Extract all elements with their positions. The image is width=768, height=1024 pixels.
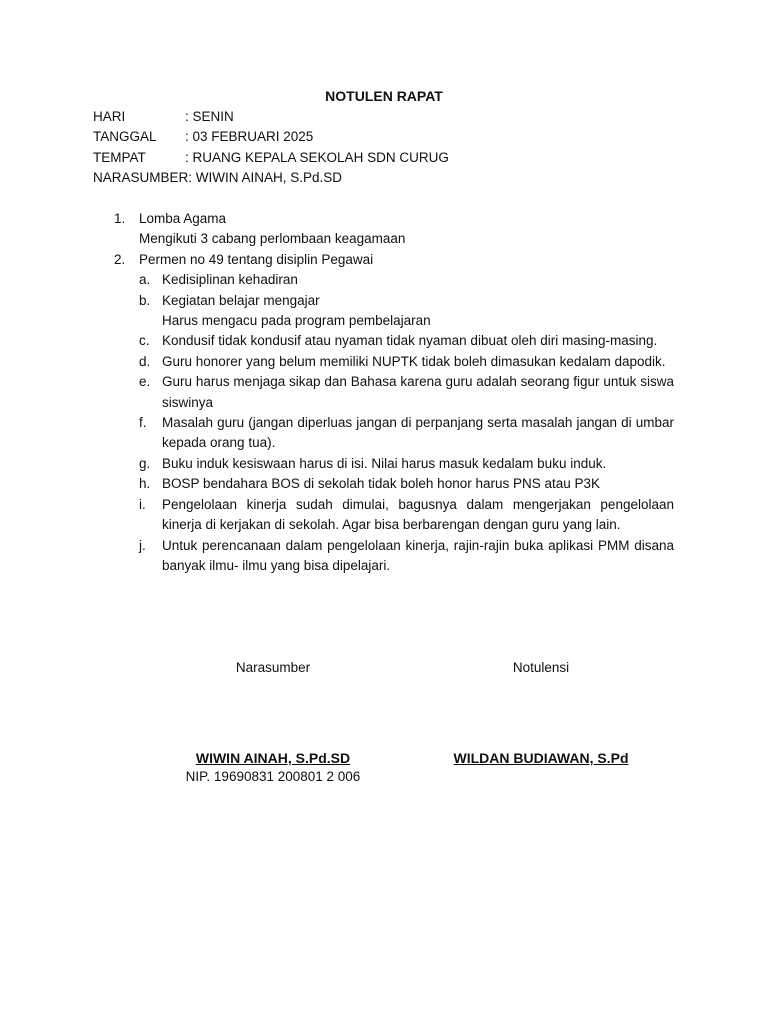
speaker-role-label: Narasumber xyxy=(235,660,311,675)
sub-text: Pengelolaan kinerja sudah dimulai, bagusnya dalam mengerjakan pengelolaan kinerja di kerjakan di sekolah. Agar bisa berbarengan dengan guru yang lain. xyxy=(162,496,674,533)
sub-item xyxy=(139,474,674,494)
info-row-date xyxy=(93,127,449,147)
agenda-list xyxy=(114,209,674,576)
sub-letter: d. xyxy=(139,353,151,369)
sub-item xyxy=(139,413,674,454)
agenda-item xyxy=(114,209,674,250)
sub-letter: i. xyxy=(139,496,146,512)
speaker-nip: NIP. 19690831 200801 2 006 xyxy=(185,769,361,784)
sub-item xyxy=(139,270,674,290)
sub-text: BOSP bendahara BOS di sekolah tidak boleh honor harus PNS atau P3K xyxy=(162,476,601,492)
agenda-title: Permen no 49 tentang disiplin Pegawai xyxy=(139,251,374,267)
note-taker-role-label: Notulensi xyxy=(512,660,570,675)
sub-text: Untuk perencanaan dalam pengelolaan kinerja, rajin-rajin buka aplikasi PMM disana banyak ilmu- ilmu yang bisa dipelajari. xyxy=(162,537,674,573)
info-value: : WIWIN AINAH, S.Pd.SD xyxy=(188,170,343,186)
info-label: HARI xyxy=(93,109,126,124)
sub-letter: b. xyxy=(139,292,151,308)
sub-letter: a. xyxy=(139,272,151,288)
sub-item xyxy=(139,536,674,577)
info-label: TEMPAT xyxy=(93,149,146,165)
sub-text: Kegiatan belajar mengajar xyxy=(162,292,320,308)
info-value: : SENIN xyxy=(185,109,234,124)
info-row-day xyxy=(93,107,449,127)
info-value: : 03 FEBRUARI 2025 xyxy=(185,129,314,145)
sub-item xyxy=(139,331,674,351)
sub-text: Guru honorer yang belum memiliki NUPTK tidak boleh dimasukan kedalam dapodik. xyxy=(162,353,666,369)
info-row-place xyxy=(93,148,449,168)
sub-text: Buku induk kesiswaan harus di isi. Nilai harus masuk kedalam buku induk. xyxy=(162,455,607,471)
agenda-number: 1. xyxy=(114,211,126,226)
sub-text: Kondusif tidak kondusif atau nyaman tidak nyaman dibuat oleh diri masing-masing. xyxy=(162,333,658,349)
agenda-note: Mengikuti 3 cabang perlombaan keagamaan xyxy=(139,231,406,247)
sub-letter: f. xyxy=(139,415,147,431)
sub-text: Masalah guru (jangan diperluas jangan di perpanjang serta masalah jangan di umbar kepada orang tua). xyxy=(162,415,674,451)
sub-item xyxy=(139,352,674,372)
info-row-speaker xyxy=(93,168,449,188)
sub-item xyxy=(139,372,674,413)
sub-letter: e. xyxy=(139,374,151,390)
sub-letter: c. xyxy=(139,333,150,349)
info-label: NARASUMBER xyxy=(93,170,189,186)
speaker-name: WIWIN AINAH, S.Pd.SD xyxy=(195,750,351,766)
sub-letter: g. xyxy=(139,455,151,471)
info-label: TANGGAL xyxy=(93,129,157,145)
sub-item xyxy=(139,291,674,311)
sub-text: Guru harus menjaga sikap dan Bahasa karena guru adalah seorang figur untuk siswa siswinya xyxy=(162,374,674,410)
sub-letter: h. xyxy=(139,476,151,492)
meeting-info xyxy=(93,107,449,189)
agenda-item xyxy=(114,250,674,577)
document-title: NOTULEN RAPAT xyxy=(325,88,443,104)
sub-text: Kedisiplinan kehadiran xyxy=(162,272,298,288)
sub-letter: j. xyxy=(139,537,146,553)
sub-item xyxy=(139,454,674,474)
info-value: : RUANG KEPALA SEKOLAH SDN CURUG xyxy=(185,149,449,165)
agenda-title: Lomba Agama xyxy=(139,211,227,226)
agenda-number: 2. xyxy=(114,251,126,267)
sub-note: Harus mengacu pada program pembelajaran xyxy=(162,313,431,329)
note-taker-name: WILDAN BUDIAWAN, S.Pd xyxy=(453,750,629,766)
sub-item xyxy=(139,495,674,536)
